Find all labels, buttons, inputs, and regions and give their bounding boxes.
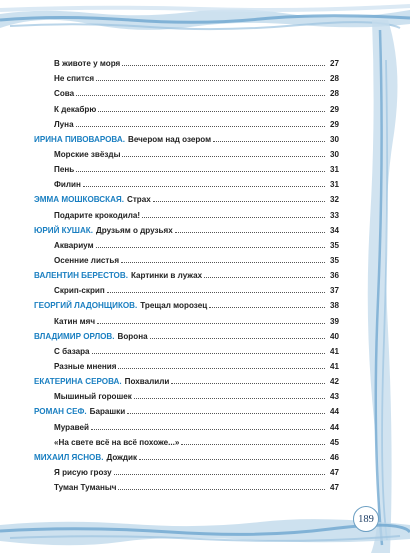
toc-entry[interactable] bbox=[34, 144, 339, 159]
toc-page-number: 45 bbox=[329, 437, 339, 447]
toc-page-number: 47 bbox=[329, 483, 339, 493]
toc-entry[interactable] bbox=[34, 174, 339, 189]
toc-page-number: 30 bbox=[329, 149, 339, 159]
toc-title: Разные мнения bbox=[54, 361, 117, 371]
toc-entry[interactable] bbox=[34, 386, 339, 401]
toc-entry[interactable] bbox=[34, 356, 339, 371]
toc-page-number: 31 bbox=[329, 180, 339, 190]
toc-page-number: 34 bbox=[329, 225, 339, 235]
dot-leader bbox=[98, 111, 325, 112]
dot-leader bbox=[121, 262, 325, 263]
toc-page-number: 28 bbox=[329, 74, 339, 84]
dot-leader bbox=[83, 186, 325, 187]
toc-entry[interactable] bbox=[34, 159, 339, 174]
toc-page-number: 47 bbox=[329, 467, 339, 477]
toc-entry[interactable] bbox=[34, 280, 339, 295]
toc-page-number: 36 bbox=[329, 271, 339, 281]
toc-title: Ворона bbox=[117, 331, 148, 341]
dot-leader bbox=[175, 232, 325, 233]
toc-author-entry[interactable] bbox=[34, 447, 339, 462]
toc-title: Картинки в лужах bbox=[130, 271, 203, 281]
toc-title: Дождик bbox=[106, 452, 138, 462]
toc-title: Мышиный горошек bbox=[54, 392, 132, 402]
toc-title: Филин bbox=[54, 180, 81, 190]
dot-leader bbox=[92, 353, 325, 354]
toc-title: Похвалили bbox=[124, 377, 170, 387]
toc-page-number: 41 bbox=[329, 361, 339, 371]
toc-author: ВЛАДИМИР ОРЛОВ. bbox=[34, 331, 115, 341]
watercolor-brush-top bbox=[0, 0, 410, 42]
dot-leader bbox=[150, 338, 325, 339]
toc-title: Туман Туманыч bbox=[54, 483, 117, 493]
dot-leader bbox=[134, 398, 325, 399]
toc-page-number: 30 bbox=[329, 134, 339, 144]
toc-author: РОМАН СЕФ. bbox=[34, 407, 87, 417]
dot-leader bbox=[204, 277, 325, 278]
toc-entry[interactable] bbox=[34, 416, 339, 431]
toc-title: В животе у моря bbox=[54, 59, 121, 69]
toc-author-entry[interactable] bbox=[34, 220, 339, 235]
page-number-badge bbox=[353, 506, 379, 532]
toc-author: ЭММА МОШКОВСКАЯ. bbox=[34, 195, 124, 205]
toc-title: С базара bbox=[54, 346, 90, 356]
toc-title: К декабрю bbox=[54, 104, 97, 114]
toc-title: Осенние листья bbox=[54, 255, 120, 265]
toc-author: ВАЛЕНТИН БЕРЕСТОВ. bbox=[34, 271, 128, 281]
toc-page-number: 29 bbox=[329, 119, 339, 129]
toc-page-number: 27 bbox=[329, 59, 339, 69]
toc-title: Катин мяч bbox=[54, 316, 96, 326]
watercolor-brush-bottom bbox=[0, 505, 410, 553]
toc-title: Аквариум bbox=[54, 240, 94, 250]
dot-leader bbox=[76, 95, 325, 96]
toc-author-entry[interactable] bbox=[34, 401, 339, 416]
toc-page-number: 40 bbox=[329, 331, 339, 341]
toc-title: Страх bbox=[126, 195, 151, 205]
toc-title: Муравей bbox=[54, 422, 89, 432]
toc-page-number: 42 bbox=[329, 377, 339, 387]
toc-title: Трещал морозец bbox=[140, 301, 208, 311]
toc-page-number: 39 bbox=[329, 316, 339, 326]
toc-title: Вечером над озером bbox=[127, 134, 212, 144]
toc-title: Сова bbox=[54, 89, 75, 99]
toc-page-number: 31 bbox=[329, 165, 339, 175]
dot-leader bbox=[114, 474, 325, 475]
dot-leader bbox=[153, 201, 325, 202]
toc-title: Я рисую грозу bbox=[54, 467, 112, 477]
toc-entry[interactable] bbox=[34, 83, 339, 98]
toc-author-entry[interactable] bbox=[34, 265, 339, 280]
toc-page-number: 33 bbox=[329, 210, 339, 220]
toc-author: МИХАИЛ ЯСНОВ. bbox=[34, 452, 104, 462]
toc-title: Не спится bbox=[54, 74, 95, 84]
toc-entry[interactable] bbox=[34, 341, 339, 356]
toc-entry[interactable] bbox=[34, 235, 339, 250]
toc-entry[interactable] bbox=[34, 477, 339, 492]
dot-leader bbox=[96, 247, 325, 248]
dot-leader bbox=[96, 80, 325, 81]
table-of-contents bbox=[34, 53, 339, 492]
toc-page-number: 41 bbox=[329, 346, 339, 356]
toc-title: Скрип-скрип bbox=[54, 286, 105, 296]
toc-page-number: 32 bbox=[329, 195, 339, 205]
dot-leader bbox=[127, 413, 325, 414]
toc-title: Друзьям о друзьях bbox=[95, 225, 173, 235]
toc-page-number: 35 bbox=[329, 240, 339, 250]
toc-page-number: 29 bbox=[329, 104, 339, 114]
toc-page-number: 28 bbox=[329, 89, 339, 99]
toc-author: ЕКАТЕРИНА СЕРОВА. bbox=[34, 377, 122, 387]
dot-leader bbox=[213, 141, 325, 142]
dot-leader bbox=[118, 368, 325, 369]
toc-title: Луна bbox=[54, 119, 74, 129]
dot-leader bbox=[209, 307, 325, 308]
toc-author-entry[interactable] bbox=[34, 189, 339, 204]
toc-entry[interactable] bbox=[34, 310, 339, 325]
toc-author-entry[interactable] bbox=[34, 129, 339, 144]
toc-page-number: 44 bbox=[329, 407, 339, 417]
toc-entry[interactable] bbox=[34, 53, 339, 68]
dot-leader bbox=[97, 323, 325, 324]
toc-entry[interactable] bbox=[34, 114, 339, 129]
page-number: 189 bbox=[358, 513, 374, 525]
dot-leader bbox=[76, 126, 325, 127]
dot-leader bbox=[76, 171, 325, 172]
toc-author-entry[interactable] bbox=[34, 371, 339, 386]
toc-page-number: 43 bbox=[329, 392, 339, 402]
toc-page-number: 37 bbox=[329, 286, 339, 296]
watercolor-brush-right bbox=[360, 0, 410, 553]
toc-page-number: 46 bbox=[329, 452, 339, 462]
dot-leader bbox=[118, 489, 325, 490]
toc-page-number: 35 bbox=[329, 255, 339, 265]
toc-title: «На свете всё на всё похоже...» bbox=[54, 437, 180, 447]
toc-author: ЮРИЙ КУШАК. bbox=[34, 225, 93, 235]
toc-author: ГЕОРГИЙ ЛАДОНЩИКОВ. bbox=[34, 301, 138, 311]
toc-title: Морские звёзды bbox=[54, 149, 121, 159]
toc-title: Пень bbox=[54, 165, 75, 175]
toc-author-entry[interactable] bbox=[34, 326, 339, 341]
toc-author: ИРИНА ПИВОВАРОВА. bbox=[34, 134, 125, 144]
toc-entry[interactable] bbox=[34, 250, 339, 265]
dot-leader bbox=[139, 459, 325, 460]
toc-page-number: 44 bbox=[329, 422, 339, 432]
toc-page-number: 38 bbox=[329, 301, 339, 311]
dot-leader bbox=[142, 217, 325, 218]
dot-leader bbox=[91, 429, 325, 430]
toc-entry[interactable] bbox=[34, 462, 339, 477]
toc-title: Барашки bbox=[89, 407, 126, 417]
dot-leader bbox=[122, 156, 325, 157]
dot-leader bbox=[107, 292, 325, 293]
toc-author-entry[interactable] bbox=[34, 295, 339, 310]
toc-entry[interactable] bbox=[34, 98, 339, 113]
toc-entry[interactable] bbox=[34, 204, 339, 219]
toc-title: Подарите крокодила! bbox=[54, 210, 141, 220]
toc-entry[interactable] bbox=[34, 68, 339, 83]
dot-leader bbox=[171, 383, 325, 384]
toc-entry[interactable] bbox=[34, 432, 339, 447]
dot-leader bbox=[181, 444, 325, 445]
dot-leader bbox=[122, 65, 325, 66]
